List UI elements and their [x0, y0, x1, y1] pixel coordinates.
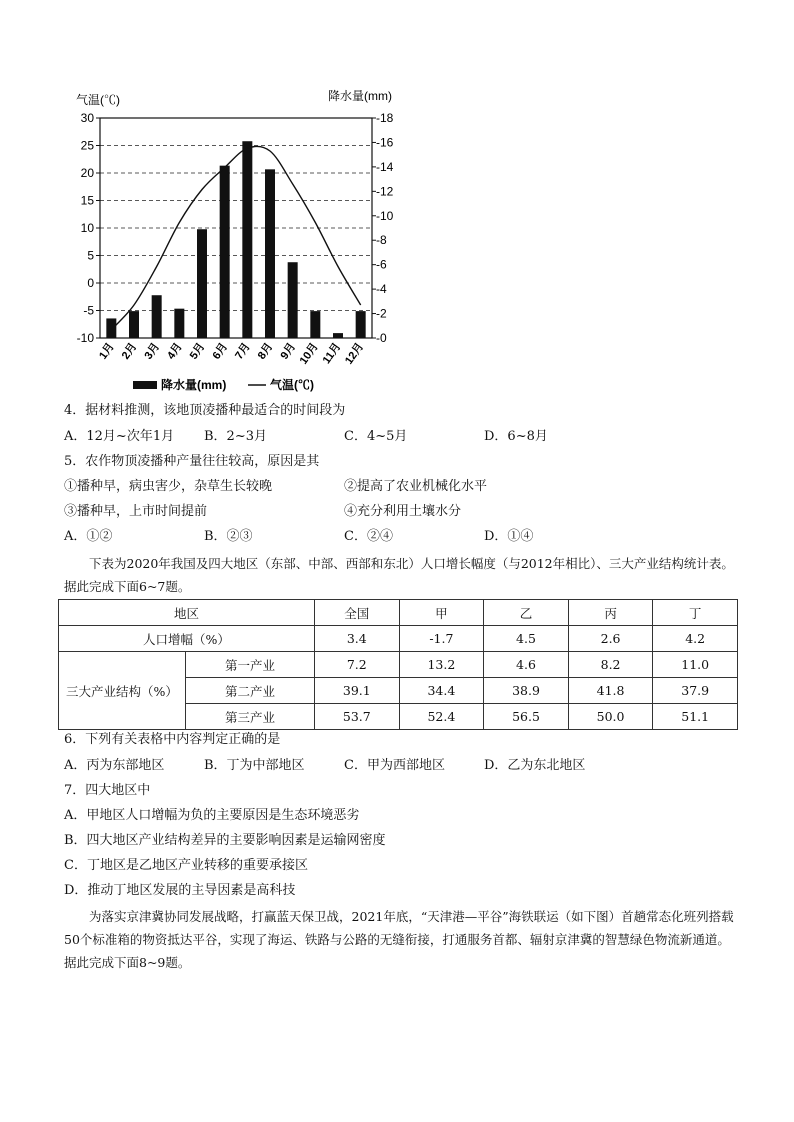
- temp-line: [111, 146, 360, 329]
- y-right-tick-label: -10: [376, 208, 394, 223]
- precip-bar: [310, 311, 320, 338]
- q5-option-b[interactable]: B．②③: [204, 529, 253, 544]
- y-right-tick-label: -4: [376, 282, 387, 297]
- q6-option-c[interactable]: C．甲为西部地区: [344, 758, 445, 773]
- y-right-tick-label: -18: [376, 111, 394, 125]
- table-cell: 7.2: [315, 652, 400, 678]
- table-cell: -1.7: [399, 626, 484, 652]
- q6-option-a[interactable]: A．丙为东部地区: [64, 758, 165, 773]
- y-right-tick-label: -2: [376, 306, 387, 321]
- precip-bars: [106, 141, 365, 338]
- y-left-tick-label: 15: [80, 193, 94, 208]
- x-tick-label: 3月: [142, 340, 163, 362]
- question-4-stem: 4．据材料推测，该地顶凌播种最适合的时间段为: [64, 403, 346, 418]
- x-tick-label: 1月: [97, 340, 117, 362]
- table-row: [59, 652, 738, 678]
- intro-questions-8-9: 为落实京津冀协同发展战略，打赢蓝天保卫战，2021年底，“天津港—平谷”海铁联运（如下图）首趟常态化班列搭载50个标准箱的物资抵达平谷，实现了海运、铁路与公路的无缝衔接，打通服务首都、辐射京津冀的智慧绿色物流新通道。据此完成下面8~9题。: [64, 909, 734, 970]
- x-tick-label: 4月: [165, 340, 185, 362]
- precip-bar: [152, 295, 162, 338]
- table-cell: 3.4: [315, 626, 400, 652]
- table-header-cell: 丙: [568, 600, 653, 626]
- q6-option-d[interactable]: D．乙为东北地区: [484, 758, 586, 773]
- y-left-axis-label: 气温(℃): [76, 93, 120, 107]
- y-right-tick-label: -14: [376, 159, 394, 174]
- q4-option-d[interactable]: D．6~8月: [484, 429, 548, 444]
- q5-item-2: ②提高了农业机械化水平: [344, 479, 488, 494]
- question-7-stem: 7．四大地区中: [64, 783, 151, 798]
- table-row-label: 第三产业: [186, 704, 315, 730]
- table-row-label: 第二产业: [186, 678, 315, 704]
- y-left-tick-label: 0: [87, 276, 94, 290]
- q4-option-a[interactable]: A．12月~次年1月: [64, 429, 175, 444]
- table-header-cell: 甲: [399, 600, 484, 626]
- legend-bar-swatch: [133, 381, 157, 389]
- y-left-tick-label: 20: [80, 166, 94, 180]
- axis-ticks: [77, 111, 394, 367]
- table-cell: 52.4: [399, 704, 484, 730]
- table-cell: 4.5: [484, 626, 569, 652]
- intro-questions-6-7: 下表为2020年我国及四大地区（东部、中部、西部和东北）人口增长幅度（与2012年相比）、三大产业结构统计表。据此完成下面6~7题。: [64, 556, 734, 594]
- y-left-tick-label: 10: [80, 221, 94, 235]
- q5-item-3: ③播种早，上市时间提前: [64, 504, 208, 519]
- q5-item-4: ④充分利用土壤水分: [344, 504, 462, 519]
- table-row: [59, 626, 738, 652]
- q7-option-d[interactable]: D．推动丁地区发展的主导因素是高科技: [64, 883, 296, 898]
- q7-option-c[interactable]: C．丁地区是乙地区产业转移的重要承接区: [64, 858, 308, 873]
- y-left-tick-label: 30: [80, 111, 94, 125]
- y-left-tick-label: -5: [83, 303, 94, 318]
- x-tick-label: 11月: [320, 340, 344, 367]
- q4-option-c[interactable]: C．4~5月: [344, 429, 408, 444]
- table-cell: 37.9: [653, 678, 738, 704]
- y-right-tick-label: -16: [376, 135, 394, 150]
- table-header-cell: 全国: [315, 600, 400, 626]
- question-6-stem: 6．下列有关表格中内容判定正确的是: [64, 732, 281, 747]
- precip-bar: [356, 311, 366, 338]
- y-left-tick-label: 25: [80, 138, 94, 153]
- x-tick-label: 9月: [278, 340, 299, 362]
- precip-bar: [106, 318, 116, 338]
- q4-option-b[interactable]: B．2~3月: [204, 429, 267, 444]
- q5-option-d[interactable]: D．①④: [484, 529, 534, 544]
- climate-chart-svg: [60, 82, 420, 402]
- table-cell: 38.9: [484, 678, 569, 704]
- y-right-axis-label: 降水量(mm): [328, 89, 392, 103]
- precip-bar: [333, 333, 343, 338]
- precip-bar: [220, 166, 230, 338]
- precip-bar: [129, 311, 139, 338]
- table-cell: 11.0: [653, 652, 738, 678]
- q7-option-b[interactable]: B．四大地区产业结构差异的主要影响因素是运输网密度: [64, 833, 386, 848]
- table-row-group-label: 三大产业结构（%）: [59, 652, 186, 730]
- table-row-label: 第一产业: [186, 652, 315, 678]
- table-cell: 51.1: [653, 704, 738, 730]
- precip-bar: [288, 262, 298, 338]
- q7-option-a[interactable]: A．甲地区人口增幅为负的主要原因是生态环境恶劣: [64, 808, 360, 823]
- population-industry-table: [58, 599, 738, 730]
- x-tick-label: 2月: [119, 340, 140, 362]
- precip-bar: [265, 169, 275, 338]
- q5-option-a[interactable]: A．①②: [64, 529, 113, 544]
- temp-curve: [111, 146, 360, 329]
- table-cell: 2.6: [568, 626, 653, 652]
- x-tick-label: 10月: [297, 340, 321, 367]
- precip-bar: [242, 141, 252, 338]
- climate-chart: [60, 82, 420, 402]
- y-right-tick-label: -8: [376, 233, 387, 248]
- x-tick-label: 5月: [187, 340, 208, 362]
- y-left-tick-label: 5: [87, 248, 94, 263]
- y-right-tick-label: -12: [376, 184, 394, 199]
- table-cell: 39.1: [315, 678, 400, 704]
- y-right-tick-label: -6: [376, 257, 387, 272]
- table-row-label: 人口增幅（%）: [59, 626, 315, 652]
- q5-item-1: ①播种早，病虫害少，杂草生长较晚: [64, 479, 273, 494]
- table-header-cell: 丁: [653, 600, 738, 626]
- table-header-row: [59, 600, 738, 626]
- table-cell: 41.8: [568, 678, 653, 704]
- table-cell: 53.7: [315, 704, 400, 730]
- table-cell: 4.2: [653, 626, 738, 652]
- y-right-tick-label: -0: [376, 331, 387, 345]
- x-tick-label: 6月: [210, 340, 231, 362]
- q5-option-c[interactable]: C．②④: [344, 529, 393, 544]
- table-cell: 56.5: [484, 704, 569, 730]
- precip-bar: [174, 309, 184, 338]
- table-cell: 34.4: [399, 678, 484, 704]
- table-cell: 4.6: [484, 652, 569, 678]
- q6-option-b[interactable]: B．丁为中部地区: [204, 758, 305, 773]
- x-tick-label: 7月: [233, 340, 253, 362]
- legend-precip-label: 降水量(mm): [161, 378, 227, 392]
- table-header-cell: 地区: [59, 600, 315, 626]
- legend-temp-label: 气温(℃): [270, 378, 314, 392]
- precip-bar: [197, 229, 207, 338]
- question-5-stem: 5．农作物顶凌播种产量往往较高，原因是其: [64, 454, 320, 469]
- table-cell: 13.2: [399, 652, 484, 678]
- table-cell: 8.2: [568, 652, 653, 678]
- grid-lines: [100, 146, 372, 311]
- x-tick-label: 12月: [342, 340, 367, 367]
- table-cell: 50.0: [568, 704, 653, 730]
- table-header-cell: 乙: [484, 600, 569, 626]
- x-tick-label: 8月: [255, 340, 276, 362]
- y-left-tick-label: -10: [76, 331, 94, 345]
